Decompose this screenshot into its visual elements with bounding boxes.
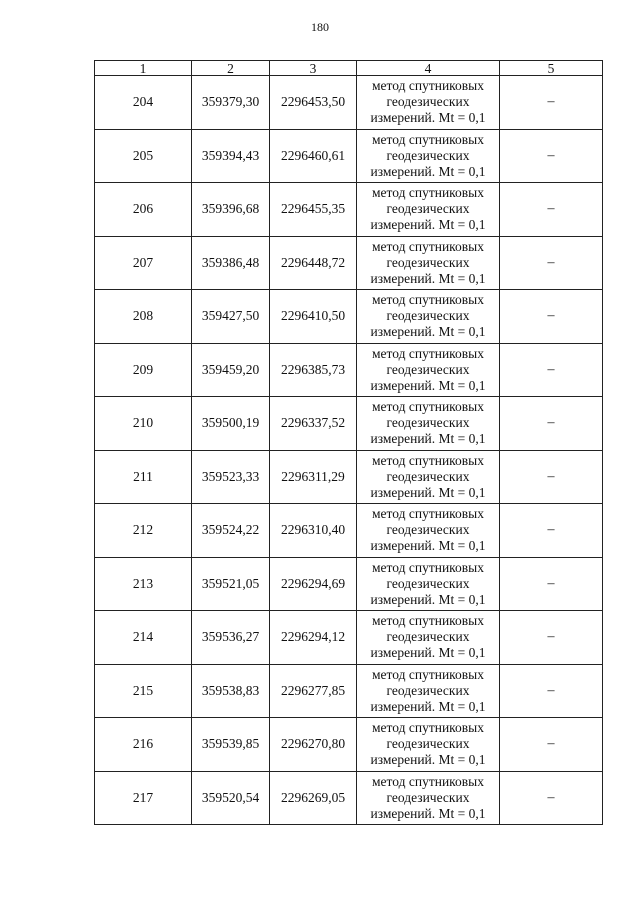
point-number: 217 [95, 771, 192, 825]
table-row [95, 129, 603, 183]
method-cell [357, 664, 500, 718]
method-line-3: измерений. Mt = 0,1 [370, 698, 486, 714]
method-line-1: метод спутниковых [372, 613, 484, 629]
method-line-2: геодезических [386, 254, 470, 270]
column-5-value: – [500, 664, 603, 718]
point-number: 209 [95, 343, 192, 397]
table-row [95, 557, 603, 611]
method-line-2: геодезических [386, 575, 470, 591]
coordinate-x: 359539,85 [192, 718, 270, 772]
method-line-2: геодезических [386, 361, 470, 377]
method-line-2: геодезических [386, 94, 470, 110]
coordinate-x: 359500,19 [192, 397, 270, 451]
method-line-2: геодезических [386, 736, 470, 752]
coordinate-y: 2296455,35 [270, 183, 357, 237]
coordinate-x: 359523,33 [192, 450, 270, 504]
method-line-3: измерений. Mt = 0,1 [370, 752, 486, 768]
coordinate-y: 2296310,40 [270, 504, 357, 558]
point-number: 213 [95, 557, 192, 611]
method-line-1: метод спутниковых [372, 131, 484, 147]
coordinate-x: 359396,68 [192, 183, 270, 237]
method-line-1: метод спутниковых [372, 773, 484, 789]
point-number: 207 [95, 236, 192, 290]
method-line-2: геодезических [386, 789, 470, 805]
method-line-3: измерений. Mt = 0,1 [370, 377, 486, 393]
table-row [95, 343, 603, 397]
method-line-2: геодезических [386, 682, 470, 698]
method-line-2: геодезических [386, 468, 470, 484]
column-5-value: – [500, 718, 603, 772]
point-number: 205 [95, 129, 192, 183]
column-5-value: – [500, 397, 603, 451]
table-row [95, 236, 603, 290]
column-5-value: – [500, 771, 603, 825]
point-number: 214 [95, 611, 192, 665]
coordinate-x: 359521,05 [192, 557, 270, 611]
point-number: 210 [95, 397, 192, 451]
method-line-1: метод спутниковых [372, 292, 484, 308]
coordinate-y: 2296448,72 [270, 236, 357, 290]
table-header-row [95, 61, 603, 76]
method-line-1: метод спутниковых [372, 238, 484, 254]
column-5-value: – [500, 504, 603, 558]
column-header-3: 3 [270, 61, 357, 76]
method-line-3: измерений. Mt = 0,1 [370, 110, 486, 126]
method-line-1: метод спутниковых [372, 345, 484, 361]
method-line-3: измерений. Mt = 0,1 [370, 163, 486, 179]
coordinate-y: 2296269,05 [270, 771, 357, 825]
method-line-1: метод спутниковых [372, 185, 484, 201]
method-cell [357, 183, 500, 237]
method-line-1: метод спутниковых [372, 666, 484, 682]
column-5-value: – [500, 611, 603, 665]
coordinate-y: 2296453,50 [270, 76, 357, 130]
method-line-3: измерений. Mt = 0,1 [370, 645, 486, 661]
coordinate-x: 359459,20 [192, 343, 270, 397]
method-line-2: геодезических [386, 147, 470, 163]
coordinate-x: 359538,83 [192, 664, 270, 718]
table-row [95, 504, 603, 558]
point-number: 215 [95, 664, 192, 718]
column-5-value: – [500, 290, 603, 344]
method-line-2: геодезических [386, 415, 470, 431]
method-line-1: метод спутниковых [372, 78, 484, 94]
method-cell [357, 611, 500, 665]
method-line-3: измерений. Mt = 0,1 [370, 217, 486, 233]
table-row [95, 450, 603, 504]
method-cell [357, 129, 500, 183]
point-number: 212 [95, 504, 192, 558]
coordinate-y: 2296410,50 [270, 290, 357, 344]
table-row [95, 611, 603, 665]
column-5-value: – [500, 76, 603, 130]
column-5-value: – [500, 236, 603, 290]
method-cell [357, 771, 500, 825]
coordinate-y: 2296270,80 [270, 718, 357, 772]
method-cell [357, 557, 500, 611]
method-line-1: метод спутниковых [372, 559, 484, 575]
method-cell [357, 236, 500, 290]
point-number: 208 [95, 290, 192, 344]
method-line-2: геодезических [386, 201, 470, 217]
coordinate-y: 2296337,52 [270, 397, 357, 451]
coordinate-x: 359379,30 [192, 76, 270, 130]
table-row [95, 397, 603, 451]
method-cell [357, 504, 500, 558]
coordinate-y: 2296311,29 [270, 450, 357, 504]
column-header-5: 5 [500, 61, 603, 76]
table-row [95, 183, 603, 237]
table-row [95, 76, 603, 130]
method-cell [357, 718, 500, 772]
coordinate-y: 2296277,85 [270, 664, 357, 718]
method-line-3: измерений. Mt = 0,1 [370, 431, 486, 447]
page-number: 180 [311, 20, 329, 34]
coordinate-x: 359394,43 [192, 129, 270, 183]
coordinate-y: 2296294,69 [270, 557, 357, 611]
coordinate-x: 359536,27 [192, 611, 270, 665]
method-cell [357, 76, 500, 130]
column-5-value: – [500, 343, 603, 397]
coordinate-x: 359520,54 [192, 771, 270, 825]
coordinate-x: 359524,22 [192, 504, 270, 558]
method-cell [357, 290, 500, 344]
coordinate-y: 2296460,61 [270, 129, 357, 183]
table-row [95, 290, 603, 344]
method-cell [357, 450, 500, 504]
column-5-value: – [500, 450, 603, 504]
column-5-value: – [500, 557, 603, 611]
method-cell [357, 343, 500, 397]
method-line-2: геодезических [386, 522, 470, 538]
point-number: 216 [95, 718, 192, 772]
coordinate-y: 2296294,12 [270, 611, 357, 665]
method-line-2: геодезических [386, 629, 470, 645]
column-5-value: – [500, 129, 603, 183]
method-line-3: измерений. Mt = 0,1 [370, 591, 486, 607]
column-header-2: 2 [192, 61, 270, 76]
point-number: 206 [95, 183, 192, 237]
method-line-3: измерений. Mt = 0,1 [370, 538, 486, 554]
method-line-1: метод спутниковых [372, 399, 484, 415]
method-line-2: геодезических [386, 308, 470, 324]
table-row [95, 718, 603, 772]
coordinates-table [94, 60, 603, 825]
table-row [95, 664, 603, 718]
method-line-3: измерений. Mt = 0,1 [370, 484, 486, 500]
point-number: 211 [95, 450, 192, 504]
method-line-3: измерений. Mt = 0,1 [370, 324, 486, 340]
column-header-4: 4 [357, 61, 500, 76]
table-row [95, 771, 603, 825]
method-line-3: измерений. Mt = 0,1 [370, 270, 486, 286]
coordinate-y: 2296385,73 [270, 343, 357, 397]
point-number: 204 [95, 76, 192, 130]
method-line-1: метод спутниковых [372, 452, 484, 468]
method-line-1: метод спутниковых [372, 506, 484, 522]
column-5-value: – [500, 183, 603, 237]
coordinate-x: 359386,48 [192, 236, 270, 290]
coordinate-x: 359427,50 [192, 290, 270, 344]
method-line-3: измерений. Mt = 0,1 [370, 805, 486, 821]
method-line-1: метод спутниковых [372, 720, 484, 736]
column-header-1: 1 [95, 61, 192, 76]
method-cell [357, 397, 500, 451]
